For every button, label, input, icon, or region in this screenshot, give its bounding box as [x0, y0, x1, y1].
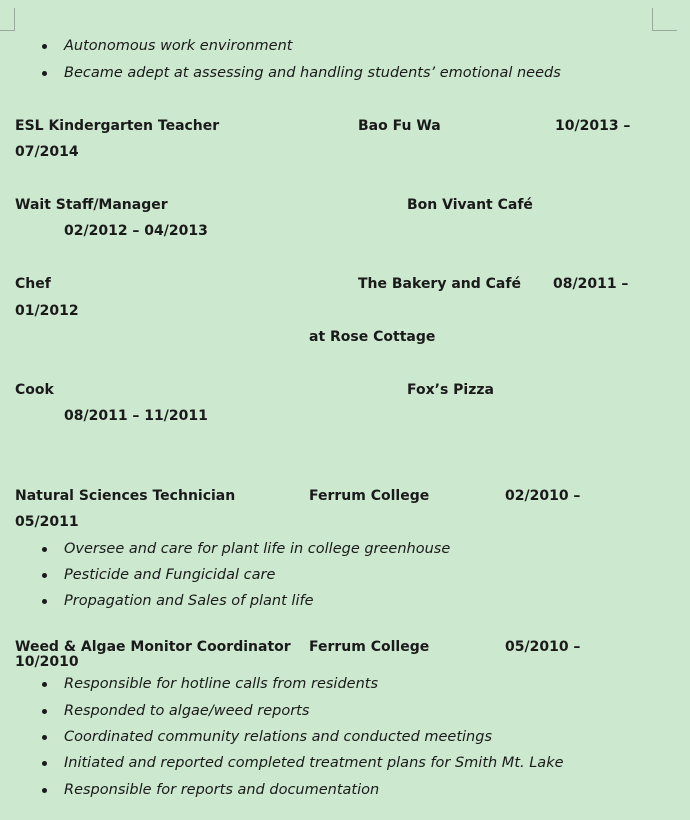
job-end-date: 10/2010 [15, 654, 79, 670]
crop-mark-top-right [652, 8, 677, 31]
list-item: Responsible for hotline calls from residents [64, 676, 379, 692]
job-start-date: 08/2011 – [553, 276, 629, 292]
job-title: Weed & Algae Monitor Coordinator [15, 639, 291, 655]
job-employer: Bao Fu Wa [358, 118, 441, 134]
bullet-marker [42, 71, 47, 76]
job-title: Natural Sciences Technician [15, 488, 236, 504]
list-item: Responded to algae/weed reports [64, 703, 310, 719]
job-title: Cook [15, 382, 54, 398]
job-title: ESL Kindergarten Teacher [15, 118, 220, 134]
job-title: Wait Staff/Manager [15, 197, 168, 213]
bullet-marker [42, 788, 47, 793]
bullet-marker [42, 709, 47, 714]
bullet-marker [42, 547, 47, 552]
job-employer: The Bakery and Café [358, 276, 521, 292]
bullet-marker [42, 761, 47, 766]
job-start-date: 05/2010 – [505, 639, 581, 655]
list-item: Autonomous work environment [64, 38, 293, 54]
job-dates: 08/2011 – 11/2011 [64, 408, 208, 424]
bullet-marker [42, 682, 47, 687]
list-item: Responsible for reports and documentation [64, 782, 380, 798]
crop-mark-top-left [0, 8, 15, 31]
list-item: Coordinated community relations and conducted meetings [64, 729, 493, 745]
bullet-marker [42, 735, 47, 740]
list-item: Propagation and Sales of plant life [64, 593, 314, 609]
list-item: Oversee and care for plant life in college greenhouse [64, 541, 451, 557]
job-start-date: 10/2013 – [555, 118, 631, 134]
list-item: Pesticide and Fungicidal care [64, 567, 276, 583]
list-item: Became adept at assessing and handling students’ emotional needs [64, 65, 561, 81]
job-end-date: 07/2014 [15, 144, 79, 160]
bullet-marker [42, 599, 47, 604]
job-employer: Bon Vivant Café [407, 197, 533, 213]
bullet-marker [42, 44, 47, 49]
job-employer: Ferrum College [309, 488, 430, 504]
job-employer: Ferrum College [309, 639, 430, 655]
job-end-date: 05/2011 [15, 514, 79, 530]
job-end-date: 01/2012 [15, 303, 79, 319]
job-dates: 02/2012 – 04/2013 [64, 223, 208, 239]
list-item: Initiated and reported completed treatment plans for Smith Mt. Lake [64, 755, 564, 771]
job-start-date: 02/2010 – [505, 488, 581, 504]
job-title: Chef [15, 276, 51, 292]
job-employer-continued: at Rose Cottage [309, 329, 436, 345]
job-employer: Fox’s Pizza [407, 382, 494, 398]
bullet-marker [42, 573, 47, 578]
